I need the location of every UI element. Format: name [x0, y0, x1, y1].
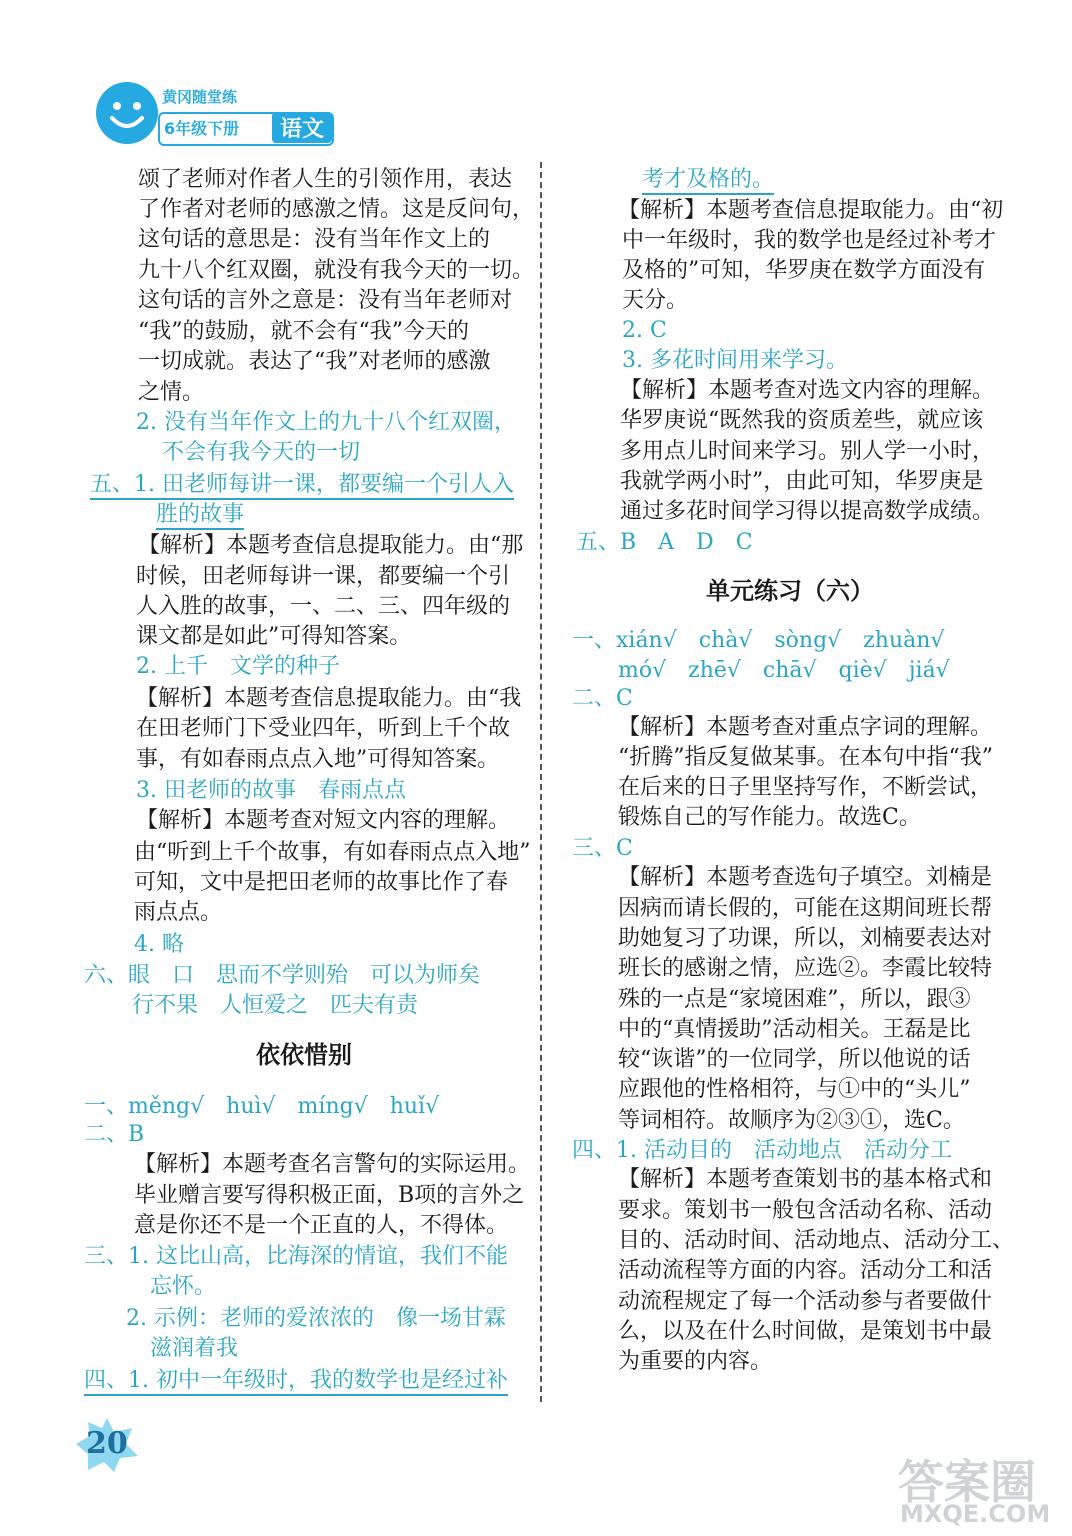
answer-line-underlined: 考才及格的。 [642, 165, 774, 195]
answer-line: 滋润着我 [150, 1336, 239, 1361]
text-line: 天分。 [622, 288, 689, 313]
text-line: 锻炼自己的写作能力。故选C。 [618, 805, 921, 830]
text-line: “我”的鼓励，就不会有“我”今天的 [138, 319, 469, 344]
text-line: 为重要的内容。 [618, 1349, 773, 1374]
text-line: 在田老师门下受业四年，听到上千个故 [136, 716, 511, 741]
pinyin-line: mó√ zhē√ chā√ qiè√ jiá√ [618, 658, 950, 683]
section-title: 依依惜别 [256, 1040, 352, 1069]
text-line: 殊的一点是“家境困难”，所以，跟③ [618, 987, 971, 1012]
answer-line: 三、C [572, 836, 633, 861]
answer-line: 2. 没有当年作文上的九十八个红双圈， [136, 410, 516, 435]
text-line: 等词相符。故顺序为②③①，选C。 [618, 1108, 965, 1133]
smiley-logo-icon [96, 82, 158, 144]
text-line: 么，以及在什么时间做，是策划书中最 [618, 1319, 993, 1344]
column-divider [540, 162, 542, 1402]
text-line: 一切成就。表达了“我”对老师的感激 [138, 349, 491, 374]
answer-line-underlined: 四、1. 初中一年级时，我的数学也是经过补 [84, 1366, 508, 1396]
text-line: 动流程规定了每一个活动参与者要做什 [618, 1289, 993, 1314]
analysis-line: 【解析】本题考查对重点字词的理解。 [618, 715, 993, 740]
answer-line: 不会有我今天的一切 [162, 440, 361, 465]
answer-line: 2. 上千 文学的种子 [136, 654, 340, 679]
text-line: 人入胜的故事，一、二、三、四年级的 [136, 594, 511, 619]
analysis-line: 【解析】本题考查信息提取能力。由“初 [618, 198, 1004, 223]
text-line: 在后来的日子里坚持写作，不断尝试， [618, 775, 993, 800]
text-line: 要求。策划书一般包含活动名称、活动 [618, 1198, 993, 1223]
header-subject: 语文 [272, 112, 332, 143]
answer-line: 行不果 人恒爱之 匹夫有责 [132, 993, 419, 1018]
text-line: 雨点点。 [134, 900, 223, 925]
text-line: 因病而请长假的，可能在这期间班长帮 [618, 896, 993, 921]
text-line: 华罗庚说“既然我的资质差些，就应该 [620, 408, 984, 433]
text-line: 课文都是如此”可得知答案。 [136, 624, 412, 649]
answer-line: 六、眼 口 思而不学则殆 可以为师矣 [84, 963, 481, 988]
answer-line: 二、C [572, 686, 633, 711]
text-line: 颂了老师对作者人生的引领作用，表达 [138, 167, 513, 192]
pinyin-line: 一、měng√ huì√ míng√ huǐ√ [84, 1094, 440, 1119]
answer-line: 忘怀。 [150, 1274, 217, 1299]
analysis-line: 【解析】本题考查信息提取能力。由“那 [138, 533, 524, 558]
text-line: 毕业赠言要写得积极正面，B项的言外之 [134, 1183, 525, 1208]
answer-line: 2. 示例：老师的爱浓浓的 像一场甘霖 [126, 1306, 506, 1331]
header-series: 黄冈随堂练 [162, 88, 238, 106]
answer-line: 四、1. 活动目的 活动地点 活动分工 [572, 1138, 952, 1163]
answer-line: 五、B A D C [576, 530, 753, 555]
text-line: 目的、活动时间、活动地点、活动分工、 [618, 1228, 1015, 1253]
watermark-url: MXQE.COM [900, 1500, 1051, 1528]
text-line: 助她复习了功课，所以，刘楠要表达对 [618, 926, 993, 951]
analysis-line: 【解析】本题考查选句子填空。刘楠是 [618, 865, 993, 890]
page-number-badge [74, 1416, 140, 1474]
answer-line: 2. C [622, 318, 667, 343]
text-line: 多用点儿时间来学习。别人学一小时， [620, 439, 995, 464]
analysis-line: 【解析】本题考查对选文内容的理解。 [620, 378, 995, 403]
header-grade: 6年级下册 [164, 119, 240, 138]
analysis-line: 【解析】本题考查对短文内容的理解。 [136, 808, 511, 833]
text-line: 应跟他的性格相符，与①中的“头儿” [618, 1077, 971, 1102]
answer-line-underlined: 胜的故事 [156, 500, 244, 530]
analysis-line: 【解析】本题考查名言警句的实际运用。 [134, 1152, 531, 1177]
answer-line: 3. 多花时间用来学习。 [622, 348, 848, 373]
text-line: 及格的”可知，华罗庚在数学方面没有 [622, 258, 986, 283]
answer-line-underlined: 五、1. 田老师每讲一课，都要编一个引人入 [90, 470, 514, 500]
pinyin-line: 一、xián√ chà√ sòng√ zhuàn√ [572, 628, 945, 653]
smiley-face-icon [96, 82, 158, 144]
text-line: 班长的感谢之情，应选②。李霞比较特 [618, 956, 993, 981]
text-line: 通过多花时间学习得以提高数学成绩。 [620, 499, 995, 524]
text-line: 由“听到上千个故事，有如春雨点点入地” [134, 840, 531, 865]
text-line: 意是你还不是一个正直的人，不得体。 [134, 1213, 509, 1238]
text-line: 这句话的言外之意是：没有当年老师对 [138, 288, 513, 313]
analysis-line: 【解析】本题考查信息提取能力。由“我 [136, 686, 522, 711]
text-line: “折腾”指反复做某事。在本句中指“我” [618, 745, 993, 770]
text-line: 我就学两小时”，由此可知，华罗庚是 [620, 469, 984, 494]
text-line: 这句话的意思是：没有当年作文上的 [138, 227, 491, 252]
text-line: 可知，文中是把田老师的故事比作了春 [134, 870, 509, 895]
text-line: 之情。 [138, 380, 205, 405]
text-line: 时候，田老师每讲一课，都要编一个引 [136, 564, 511, 589]
text-line: 事，有如春雨点点入地”可得知答案。 [136, 747, 500, 772]
analysis-line: 【解析】本题考查策划书的基本格式和 [618, 1167, 993, 1192]
text-line: 较“诙谐”的一位同学，所以他说的话 [618, 1047, 971, 1072]
watermark-logo: 答案圈 [898, 1455, 1036, 1509]
text-line: 了作者对老师的感激之情。这是反问句， [138, 197, 535, 222]
answer-line: 3. 田老师的故事 春雨点点 [136, 778, 406, 803]
answer-line: 三、1. 这比山高，比海深的情谊，我们不能 [84, 1244, 508, 1269]
text-line: 活动流程等方面的内容。活动分工和活 [618, 1258, 993, 1283]
page-number: 20 [86, 1426, 128, 1461]
answer-line: 二、B [84, 1122, 145, 1147]
answer-line: 4. 略 [134, 932, 184, 957]
section-title: 单元练习（六） [706, 576, 874, 605]
text-line: 中一年级时，我的数学也是经过补考才 [622, 228, 997, 253]
text-line: 九十八个红双圈，就没有我今天的一切。 [138, 258, 535, 283]
text-line: 中的“真情援助”活动相关。王磊是比 [618, 1017, 971, 1042]
